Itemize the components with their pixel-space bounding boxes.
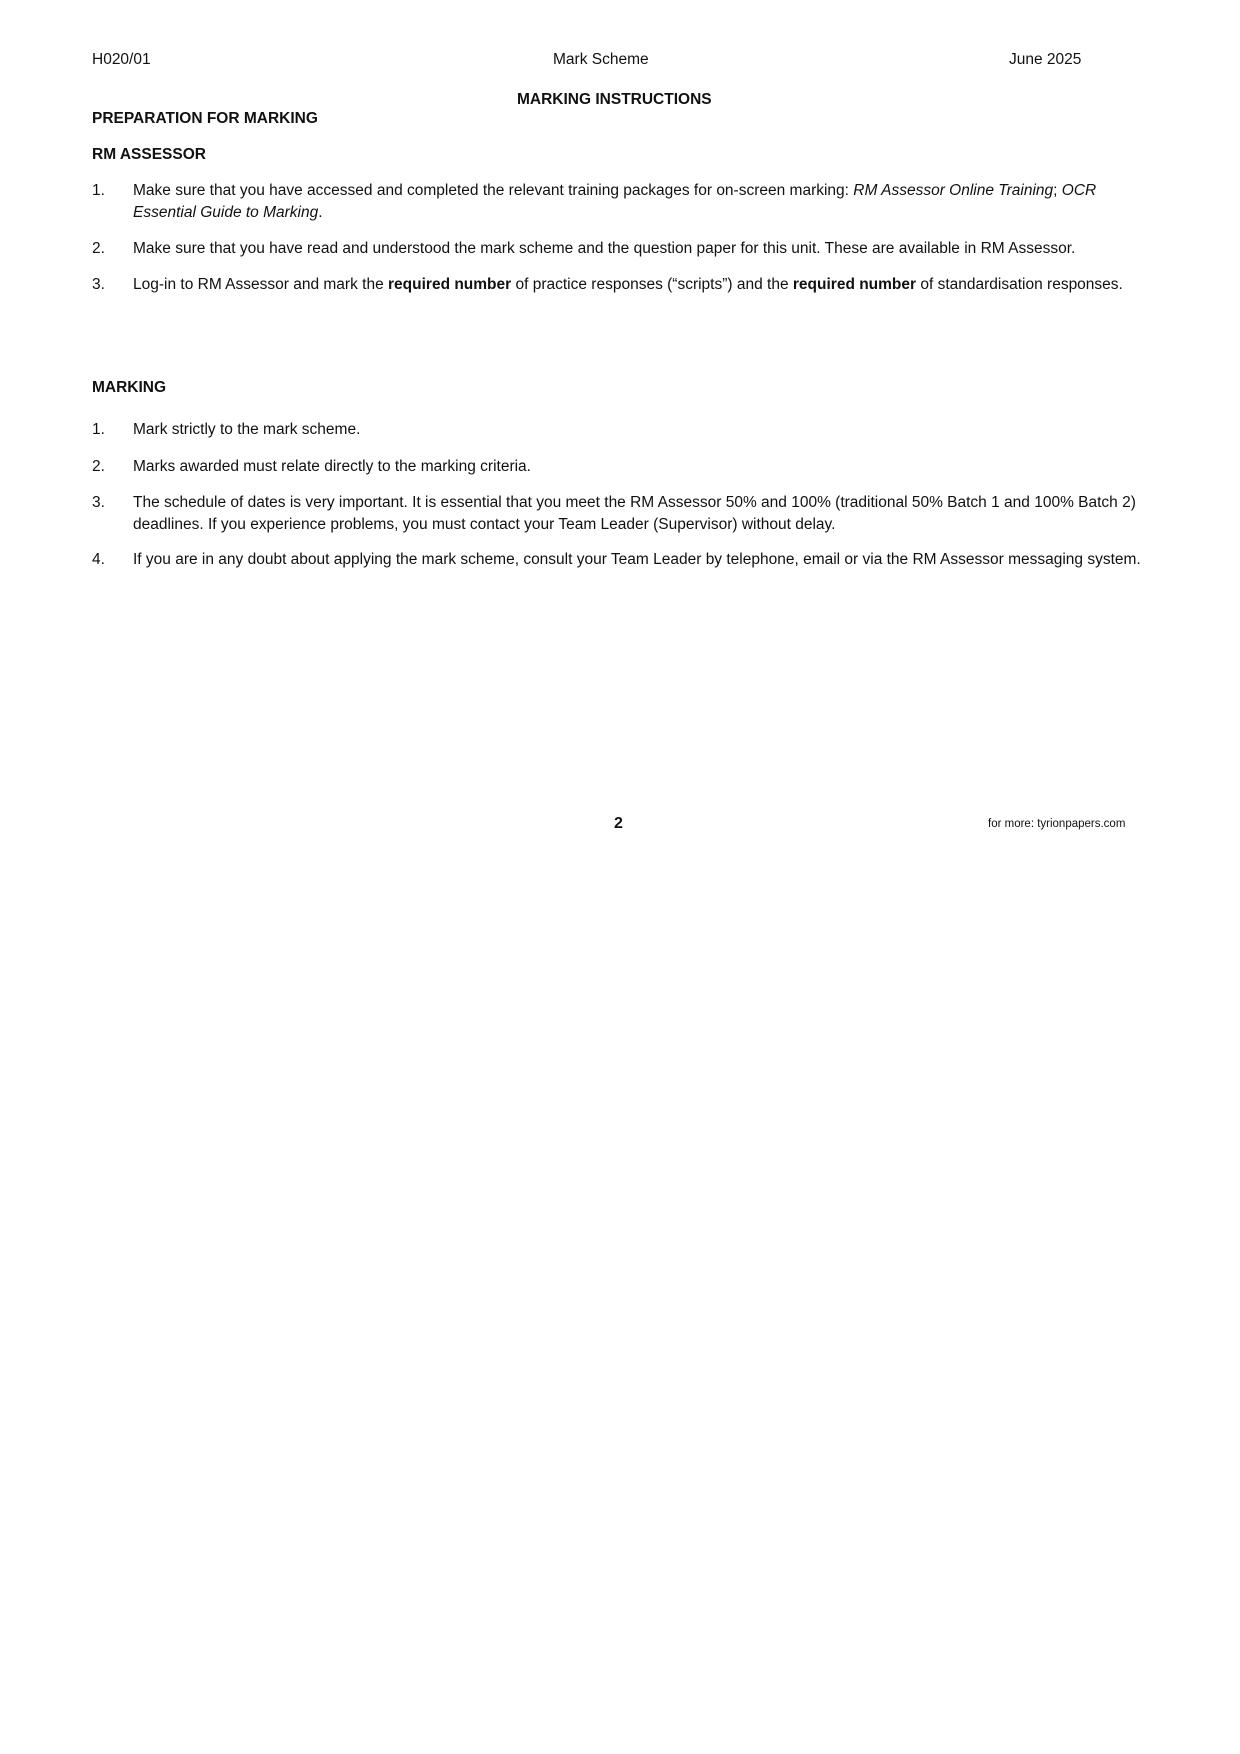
page-title: MARKING INSTRUCTIONS bbox=[517, 91, 712, 108]
text-segment: of standardisation responses. bbox=[916, 276, 1123, 293]
text-segment: Make sure that you have accessed and completed the relevant training packages for on-screen marking: bbox=[133, 182, 854, 199]
text-segment: of practice responses (“scripts”) and the bbox=[511, 276, 793, 293]
item-text bbox=[133, 274, 1153, 296]
item-number: 3. bbox=[92, 276, 105, 293]
item-text: Mark strictly to the mark scheme. bbox=[133, 421, 361, 438]
item-number: 2. bbox=[92, 240, 105, 257]
watermark-text: for more: tyrionpapers.com bbox=[988, 818, 1126, 830]
item-text: If you are in any doubt about applying the mark scheme, consult your Team Leader by telephone, email or via the RM Assessor messaging system. bbox=[133, 551, 1141, 568]
subheading-rm-assessor: RM ASSESSOR bbox=[92, 146, 206, 163]
paper-code: H020/01 bbox=[92, 51, 151, 68]
item-number: 1. bbox=[92, 182, 105, 199]
page-number: 2 bbox=[614, 815, 623, 832]
text-segment: Make sure that you have read and understood the mark scheme and the question paper for this unit. These are available in RM Assessor. bbox=[133, 240, 1076, 257]
header-title: Mark Scheme bbox=[553, 51, 649, 68]
bold-text-segment: required number bbox=[792, 276, 917, 293]
item-text bbox=[133, 180, 1153, 224]
item-number: 4. bbox=[92, 551, 105, 568]
bold-text-segment: required number bbox=[388, 276, 512, 293]
item-text bbox=[133, 238, 1153, 260]
item-text: Marks awarded must relate directly to the marking criteria. bbox=[133, 458, 531, 475]
item-number: 3. bbox=[92, 494, 105, 511]
section-heading-preparation: PREPARATION FOR MARKING bbox=[92, 110, 318, 127]
header-date: June 2025 bbox=[1009, 51, 1082, 68]
item-text: The schedule of dates is very important. It is essential that you meet the RM Assessor 50% and 100% (traditional 50% Batch 1 and 100% Batch 2) deadlines. If you experience problems, you must contact your Team Leader (Supervisor) without delay. bbox=[133, 494, 1136, 533]
italic-text-segment: OCR Essential Guide to Marking bbox=[133, 182, 1097, 221]
italic-text-segment: RM Assessor Online Training bbox=[853, 182, 1054, 199]
text-segment: . bbox=[318, 204, 323, 221]
item-number: 2. bbox=[92, 458, 105, 475]
text-segment: Log-in to RM Assessor and mark the bbox=[133, 276, 389, 293]
item-number: 1. bbox=[92, 421, 105, 438]
section-heading-marking: MARKING bbox=[92, 379, 167, 396]
text-segment: ; bbox=[1053, 182, 1062, 199]
